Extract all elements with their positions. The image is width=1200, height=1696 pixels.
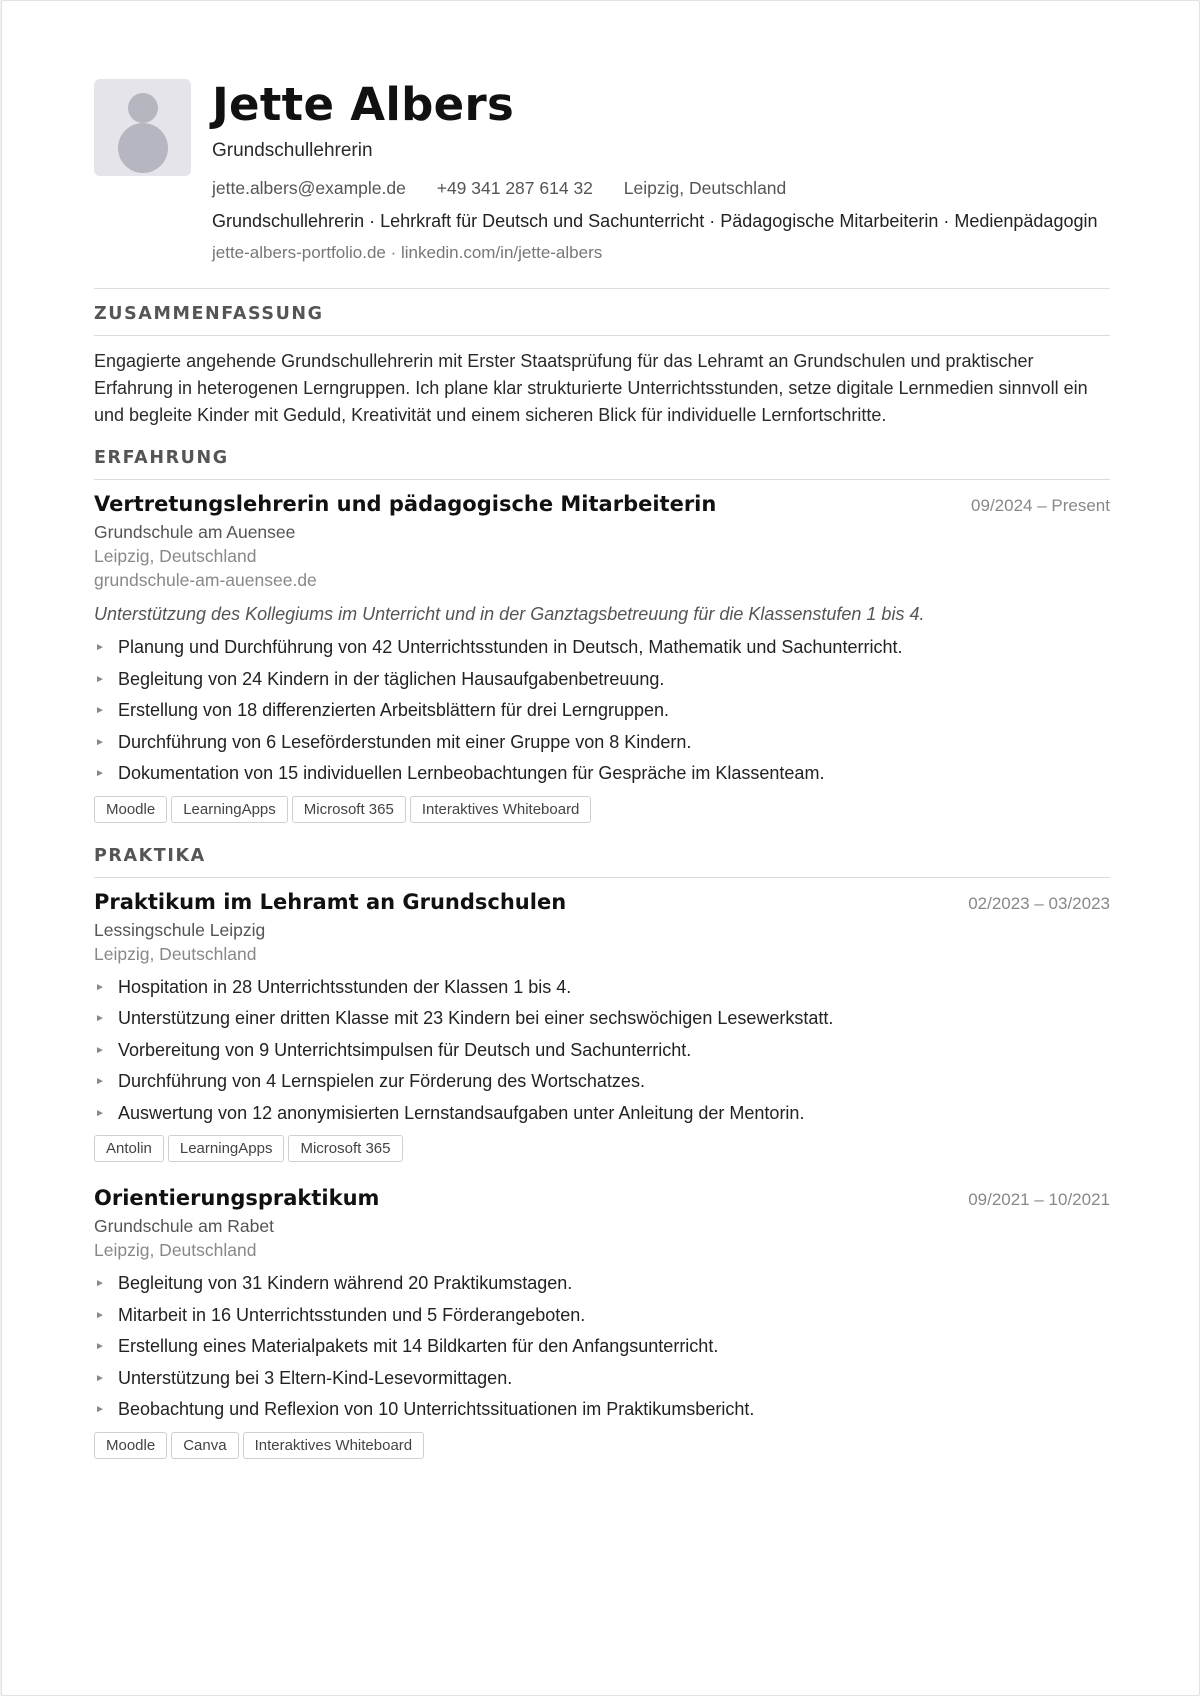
skill-tag: Moodle [94, 1432, 167, 1459]
contact-location: Leipzig, Deutschland [623, 178, 787, 198]
avatar-body [118, 123, 168, 173]
list-item [94, 1035, 1110, 1067]
skill-tag: Interaktives Whiteboard [410, 796, 592, 823]
list-item [94, 1066, 1110, 1098]
entry-location: Leipzig, Deutschland [94, 1240, 257, 1260]
bullet-text: Vorbereitung von 9 Unterrichtsimpulsen für Deutsch und Sachunterricht. [118, 1039, 692, 1060]
experience-section [94, 447, 1110, 823]
entry-date: 09/2021 – 10/2021 [968, 1190, 1110, 1209]
resume-page [1, 0, 1200, 1696]
bullet-text: Unterstützung einer dritten Klasse mit 23 Kindern bei einer sechswöchigen Lesewerkstatt. [118, 1008, 834, 1028]
contact-phone[interactable]: +49 341 287 614 32 [436, 178, 593, 198]
entry-header [94, 888, 1110, 916]
section-title-summary: ZUSAMMENFASSUNG [94, 303, 1110, 336]
entry-bullets [94, 632, 1110, 790]
entry-bullets [94, 972, 1110, 1130]
skill-tags [94, 1135, 1110, 1162]
bullet-text: Mitarbeit in 16 Unterrichtsstunden und 5 Förderangeboten. [118, 1304, 586, 1325]
header-divider [94, 288, 1110, 289]
skill-tag: Antolin [94, 1135, 164, 1162]
list-item [94, 1268, 1110, 1300]
bullet-text: Erstellung von 18 differenzierten Arbeitsblättern für drei Lerngruppen. [118, 700, 670, 720]
skill-tag: Microsoft 365 [292, 796, 406, 823]
bullet-triangle-icon: ► [95, 1341, 105, 1352]
internship-entry [94, 888, 1110, 1163]
experience-entry [94, 490, 1110, 823]
internship-entry [94, 1184, 1110, 1459]
bullet-text: Hospitation in 28 Unterrichtsstunden der Klassen 1 bis 4. [118, 976, 572, 997]
list-item [94, 1098, 1110, 1130]
entry-organization: Lessingschule Leipzig [94, 919, 266, 940]
entry-location: Leipzig, Deutschland [94, 546, 257, 566]
entry-website[interactable]: grundschule-am-auensee.de [94, 570, 317, 590]
bullet-triangle-icon: ► [95, 1044, 105, 1056]
bullet-triangle-icon: ► [95, 768, 105, 779]
bullet-triangle-icon: ► [95, 1372, 105, 1384]
entry-header [94, 490, 1110, 518]
entry-organization: Grundschule am Auensee [94, 522, 296, 542]
bullet-triangle-icon: ► [95, 642, 105, 653]
entry-location: Leipzig, Deutschland [94, 943, 257, 964]
entry-title: Praktikum im Lehramt an Grundschulen [94, 889, 567, 914]
list-item [94, 1394, 1110, 1426]
list-item [94, 972, 1110, 1004]
internships-section [94, 845, 1110, 1459]
bullet-triangle-icon: ► [95, 1013, 105, 1024]
summary-text: Engagierte angehende Grundschullehrerin mit Erster Staatsprüfung für das Lehramt an Grundschulen und praktischer Erfahrung in heterogenen Lerngruppen. Ich plane klar strukturierte Unterrichtsstunden, setze digitale Lernmedien sinnvoll ein und begleite Kinder mit Geduld, Kreativität und einem sicheren Blick für individuelle Lernfortschritte. [94, 351, 1088, 425]
entry-title: Orientierungspraktikum [94, 1186, 380, 1210]
avatar-placeholder-icon [94, 79, 191, 176]
bullet-triangle-icon: ► [95, 1404, 105, 1415]
entry-date: 02/2023 – 03/2023 [968, 893, 1110, 913]
bullet-text: Erstellung eines Materialpakets mit 14 Bildkarten für den Anfangsunterricht. [118, 1336, 719, 1356]
contact-line [212, 177, 1110, 199]
bullet-text: Begleitung von 24 Kindern in der täglichen Hausaufgabenbetreuung. [118, 668, 665, 689]
list-item [94, 727, 1110, 759]
bullet-text: Begleitung von 31 Kindern während 20 Praktikumstagen. [118, 1273, 573, 1293]
skill-tag: LearningApps [171, 796, 288, 823]
profile-links[interactable]: jette-albers-portfolio.de · linkedin.com/in/jette-albers [212, 243, 603, 262]
skill-tag: Moodle [94, 796, 167, 823]
bullet-triangle-icon: ► [95, 736, 105, 748]
header-info [212, 79, 1110, 264]
list-item [94, 1300, 1110, 1332]
bullet-triangle-icon: ► [95, 1107, 105, 1119]
skill-tag: LearningApps [168, 1135, 285, 1162]
skill-tag: Microsoft 365 [288, 1135, 402, 1162]
list-item [94, 664, 1110, 696]
candidate-name: Jette Albers [212, 78, 515, 131]
resume-content [94, 79, 1110, 1459]
bullet-triangle-icon: ► [95, 981, 105, 993]
skill-tags [94, 796, 1110, 823]
entry-description: Unterstützung des Kollegiums im Unterricht und in der Ganztagsbetreuung für die Klassenstufen 1 bis 4. [94, 604, 925, 624]
list-item [94, 1003, 1110, 1035]
list-item [94, 695, 1110, 727]
skill-tag: Interaktives Whiteboard [243, 1432, 425, 1459]
contact-email[interactable]: jette.albers@example.de [212, 178, 406, 198]
list-item [94, 758, 1110, 790]
skill-tags [94, 1432, 1110, 1459]
list-item [94, 1363, 1110, 1395]
bullet-triangle-icon: ► [95, 705, 105, 716]
headline: Grundschullehrerin · Lehrkraft für Deutsch und Sachunterricht · Pädagogische Mitarbeiterin · Medienpädagogin [212, 211, 1098, 231]
candidate-role: Grundschullehrerin [212, 140, 373, 161]
bullet-triangle-icon: ► [95, 1278, 105, 1289]
bullet-text: Unterstützung bei 3 Eltern-Kind-Lesevormittagen. [118, 1367, 513, 1388]
bullet-text: Planung und Durchführung von 42 Unterrichtsstunden in Deutsch, Mathematik und Sachunterricht. [118, 637, 903, 657]
entry-header [94, 1184, 1110, 1212]
section-title-experience: ERFAHRUNG [94, 447, 1110, 480]
bullet-triangle-icon: ► [95, 1076, 105, 1087]
bullet-text: Durchführung von 4 Lernspielen zur Förderung des Wortschatzes. [118, 1071, 645, 1091]
entry-organization: Grundschule am Rabet [94, 1216, 274, 1236]
section-title-internships: PRAKTIKA [94, 845, 1110, 878]
entry-date: 09/2024 – Present [971, 496, 1110, 515]
bullet-text: Beobachtung und Reflexion von 10 Unterrichtssituationen im Praktikumsbericht. [118, 1399, 755, 1419]
resume-header [94, 79, 1110, 264]
entry-bullets [94, 1268, 1110, 1426]
avatar-head [128, 93, 158, 123]
bullet-text: Durchführung von 6 Leseförderstunden mit einer Gruppe von 8 Kindern. [118, 731, 692, 752]
bullet-text: Auswertung von 12 anonymisierten Lernstandsaufgaben unter Anleitung der Mentorin. [118, 1102, 805, 1123]
summary-section [94, 303, 1110, 429]
bullet-triangle-icon: ► [95, 1309, 105, 1321]
bullet-triangle-icon: ► [95, 673, 105, 685]
skill-tag: Canva [171, 1432, 238, 1459]
list-item [94, 1331, 1110, 1363]
entry-title: Vertretungslehrerin und pädagogische Mitarbeiterin [94, 492, 717, 516]
list-item [94, 632, 1110, 664]
bullet-text: Dokumentation von 15 individuellen Lernbeobachtungen für Gespräche im Klassenteam. [118, 763, 825, 783]
